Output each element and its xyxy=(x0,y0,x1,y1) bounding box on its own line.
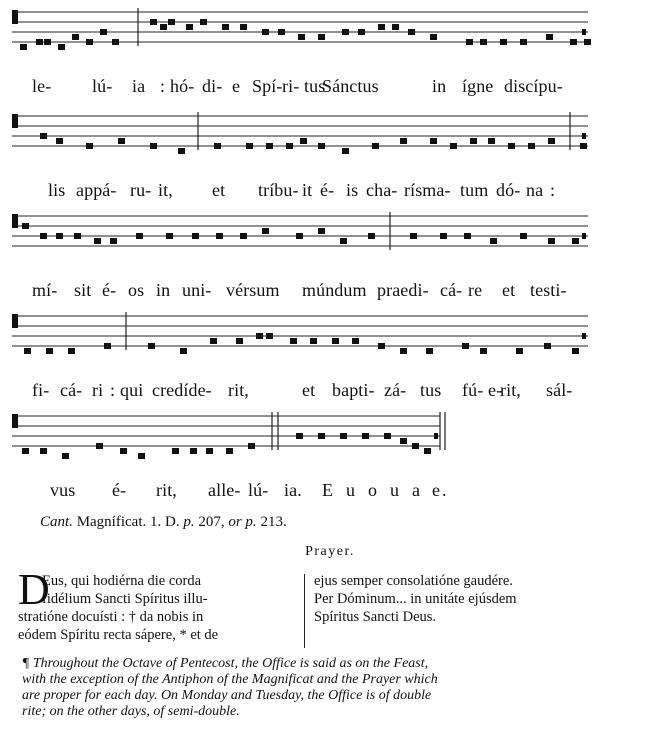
neume xyxy=(166,233,173,239)
neume xyxy=(236,338,243,344)
neume xyxy=(240,24,247,30)
lyric-syllable: E xyxy=(322,480,335,500)
neume xyxy=(440,233,447,239)
staff-2 xyxy=(0,104,660,174)
cant-page: 207, xyxy=(198,514,225,530)
neume xyxy=(168,19,175,25)
neume xyxy=(570,39,577,45)
neume xyxy=(110,238,117,244)
lyric-syllable: fi- xyxy=(32,380,50,400)
lyric-syllable: ia xyxy=(132,76,146,96)
lyric-syllable: rit, xyxy=(228,380,249,400)
neume xyxy=(342,148,349,154)
prayer-heading: Prayer. xyxy=(305,544,355,559)
lyric-syllable: et xyxy=(212,180,226,200)
neume xyxy=(180,348,187,354)
lyric-syllable: rit, xyxy=(156,480,177,500)
neume xyxy=(480,348,487,354)
neume xyxy=(318,143,325,149)
lyric-syllable: testi- xyxy=(530,280,567,300)
lyric-syllable: sit xyxy=(74,280,92,300)
lyric-syllable: vus xyxy=(50,480,76,500)
prayer-right-line: Spíritus Sancti Deus. xyxy=(314,609,437,625)
rubric-line: rite; on the other days, of semi-double. xyxy=(22,704,240,719)
lyric-syllable: is xyxy=(346,180,359,200)
neume xyxy=(206,448,213,454)
lyric-syllable: vérsum xyxy=(226,280,280,300)
neume xyxy=(318,34,325,40)
neume xyxy=(40,448,47,454)
prayer-left-line: eódem Spíritu recta sápere, * et de xyxy=(18,627,219,643)
neume xyxy=(544,343,551,349)
prayer-right-line: ejus semper consolatióne gaudére. xyxy=(314,573,513,589)
neume xyxy=(412,443,419,449)
neume xyxy=(372,143,379,149)
neume xyxy=(584,39,591,45)
neume xyxy=(470,138,477,144)
drop-cap: D xyxy=(18,565,50,614)
lyric-syllable: rísma- xyxy=(404,180,451,200)
lyric-syllable: et xyxy=(502,280,516,300)
lyric-syllable: : xyxy=(550,180,556,200)
prayer-text xyxy=(18,565,638,662)
lyric-syllable: discípu- xyxy=(504,76,563,96)
neume xyxy=(138,453,145,459)
lyric-syllable: it xyxy=(302,180,313,200)
neume xyxy=(296,433,303,439)
neume xyxy=(300,138,307,144)
lyric-syllable: lú- xyxy=(92,76,113,96)
lyric-syllable: hó- xyxy=(170,76,195,96)
neume xyxy=(430,34,437,40)
prayer-right-line: Per Dóminum... in unitáte ejúsdem xyxy=(314,591,517,607)
rubric-note xyxy=(22,656,642,720)
staff-3 xyxy=(0,208,660,272)
neume xyxy=(462,343,469,349)
neume xyxy=(214,143,221,149)
lyric-syllable: é- xyxy=(112,480,127,500)
neume xyxy=(74,233,81,239)
lyric-syllable: di- xyxy=(202,76,223,96)
lyric-syllable: é- xyxy=(102,280,117,300)
lyric-syllable: ri- xyxy=(282,76,300,96)
neume xyxy=(36,39,43,45)
lyric-syllable: rit, xyxy=(500,380,521,400)
lyric-syllable: lú- xyxy=(248,480,269,500)
lyric-syllable: : xyxy=(160,76,166,96)
lyric-syllable: cha- xyxy=(366,180,398,200)
neume xyxy=(378,24,385,30)
custos xyxy=(434,433,438,439)
cant-alt-page: 213. xyxy=(260,514,287,530)
neume xyxy=(410,233,417,239)
custos xyxy=(582,233,586,239)
prayer-left-line: Eus, qui hodiérna die corda xyxy=(42,573,202,589)
neume xyxy=(296,233,303,239)
lyric-syllable: ia. xyxy=(284,480,302,500)
custos xyxy=(582,333,586,339)
rubric-line: ¶ Throughout the Octave of Pentecost, the Office is said as on the Feast, xyxy=(22,656,429,671)
neume xyxy=(340,238,347,244)
neume xyxy=(548,138,555,144)
custos xyxy=(582,133,586,139)
neume xyxy=(528,143,535,149)
neume xyxy=(572,348,579,354)
neume xyxy=(22,448,29,454)
lyric-syllable: re xyxy=(468,280,483,300)
lyric-syllable: lis xyxy=(48,180,66,200)
neume xyxy=(466,39,473,45)
neume xyxy=(240,233,247,239)
neume xyxy=(20,44,27,50)
lyric-syllable: praedi- xyxy=(377,280,429,300)
lyric-syllable: qui xyxy=(120,380,144,400)
neume xyxy=(118,138,125,144)
neume xyxy=(430,138,437,144)
neume xyxy=(72,34,79,40)
neume xyxy=(400,138,407,144)
neume xyxy=(148,343,155,349)
neume xyxy=(40,233,47,239)
neume xyxy=(24,348,31,354)
neume xyxy=(400,348,407,354)
lyric-syllable: sál- xyxy=(546,380,573,400)
staff-1 xyxy=(0,4,660,68)
neume xyxy=(426,348,433,354)
neume xyxy=(266,333,273,339)
neume xyxy=(408,29,415,35)
lyric-syllable: cá- xyxy=(60,380,83,400)
neume xyxy=(68,348,75,354)
neume xyxy=(368,233,375,239)
neume xyxy=(248,443,255,449)
neume xyxy=(246,143,253,149)
clef-mark xyxy=(12,414,18,428)
neume xyxy=(400,438,407,444)
lyric-syllable: tum xyxy=(460,180,489,200)
custos xyxy=(582,29,586,35)
neume xyxy=(222,24,229,30)
neume xyxy=(464,233,471,239)
clef-mark xyxy=(12,314,18,328)
neume xyxy=(112,39,119,45)
cant-mode: 1. D. xyxy=(150,514,180,530)
neume xyxy=(450,143,457,149)
neume xyxy=(378,343,385,349)
lyric-syllable: e xyxy=(232,76,241,96)
neume xyxy=(40,133,47,139)
neume xyxy=(172,448,179,454)
neume xyxy=(580,143,587,149)
neume xyxy=(488,138,495,144)
lyric-syllable: zá- xyxy=(384,380,407,400)
clef-mark xyxy=(12,10,18,24)
lyric-syllable: ígne xyxy=(462,76,494,96)
neume xyxy=(86,39,93,45)
neume xyxy=(100,29,107,35)
clef-mark xyxy=(12,114,18,128)
neume xyxy=(120,448,127,454)
neume xyxy=(516,348,523,354)
lyric-syllable: múndum xyxy=(302,280,367,300)
neume xyxy=(520,39,527,45)
neume xyxy=(384,433,391,439)
staff-5 xyxy=(0,408,660,474)
neume xyxy=(298,34,305,40)
lyric-syllable: appá- xyxy=(76,180,117,200)
neume xyxy=(256,333,263,339)
neume xyxy=(310,338,317,344)
neume xyxy=(96,443,103,449)
neume xyxy=(150,19,157,25)
lyric-syllable: alle- xyxy=(208,480,241,500)
lyric-syllable: a xyxy=(412,480,422,500)
lyric-syllable: u xyxy=(390,480,401,500)
neume xyxy=(150,143,157,149)
neume xyxy=(56,233,63,239)
lyric-syllable: in xyxy=(432,76,447,96)
neume xyxy=(424,448,431,454)
lyric-syllable: uni- xyxy=(182,280,212,300)
lyric-syllable: e- xyxy=(488,380,503,400)
neume xyxy=(86,143,93,149)
lyric-syllable: os xyxy=(128,280,145,300)
lyric-syllable: tríbu- xyxy=(258,180,299,200)
neume xyxy=(342,29,349,35)
neume xyxy=(200,19,207,25)
cant-page-label: p. xyxy=(183,514,195,530)
rubric-line: are proper for each day. On Monday and Tuesday, the Office is of double xyxy=(22,688,432,703)
neume xyxy=(352,338,359,344)
neume xyxy=(190,448,197,454)
neume xyxy=(266,143,273,149)
canticle-reference xyxy=(40,514,287,531)
neume xyxy=(286,143,293,149)
neume xyxy=(362,433,369,439)
lyric-syllable: o xyxy=(368,480,379,500)
lyric-syllable: dó- xyxy=(496,180,521,200)
neume xyxy=(318,228,325,234)
neume xyxy=(572,238,579,244)
neume xyxy=(56,138,63,144)
neume xyxy=(508,143,515,149)
lyric-syllable: u xyxy=(346,480,357,500)
lyric-syllable: ri xyxy=(92,380,104,400)
neume xyxy=(262,228,269,234)
cant-title: Magníficat. xyxy=(76,514,147,530)
lyric-syllable: it, xyxy=(158,180,173,200)
neume xyxy=(62,453,69,459)
neume xyxy=(262,29,269,35)
neume xyxy=(548,238,555,244)
neume xyxy=(278,29,285,35)
lyric-syllable: tus xyxy=(420,380,442,400)
neume xyxy=(58,44,65,50)
lyric-syllable: fú- xyxy=(462,380,484,400)
neume xyxy=(192,233,199,239)
lyric-syllable: credíde- xyxy=(152,380,212,400)
neume xyxy=(480,39,487,45)
neume xyxy=(358,29,365,35)
neume xyxy=(104,343,111,349)
neume xyxy=(392,24,399,30)
neume xyxy=(46,348,53,354)
lyric-syllable: mí- xyxy=(32,280,58,300)
neume xyxy=(186,24,193,30)
neume xyxy=(210,338,217,344)
staff-4 xyxy=(0,308,660,372)
prayer-left-line: fidélium Sancti Spíritus illu- xyxy=(42,591,208,607)
neume xyxy=(520,233,527,239)
lyric-syllable: bapti- xyxy=(332,380,375,400)
lyric-syllable: tus xyxy=(304,76,326,96)
neume xyxy=(216,233,223,239)
neume xyxy=(500,39,507,45)
column-divider xyxy=(304,574,305,648)
lyric-syllable: na xyxy=(526,180,544,200)
lyric-syllable: et xyxy=(302,380,316,400)
neume xyxy=(22,223,29,229)
neume xyxy=(490,238,497,244)
neume xyxy=(178,148,185,154)
neume xyxy=(340,433,347,439)
lyric-syllable: e. xyxy=(432,480,449,500)
clef-mark xyxy=(12,214,18,228)
cant-or: or p. xyxy=(228,514,257,530)
neume xyxy=(160,24,167,30)
lyric-syllable: Spí- xyxy=(252,76,283,96)
lyric-syllable: Sánctus xyxy=(322,76,379,96)
rubric-line: with the exception of the Antiphon of the Magnificat and the Prayer which xyxy=(22,672,438,687)
neume xyxy=(318,433,325,439)
lyric-syllable: cá- xyxy=(440,280,463,300)
lyric-syllable: in xyxy=(156,280,171,300)
neume xyxy=(226,448,233,454)
neume xyxy=(546,34,553,40)
prayer-left-line: stratióne docuísti : † da nobis in xyxy=(18,609,204,625)
lyric-syllable: é- xyxy=(320,180,335,200)
neume xyxy=(94,238,101,244)
lyric-syllable: : xyxy=(110,380,116,400)
neume xyxy=(136,233,143,239)
neume xyxy=(332,338,339,344)
neume xyxy=(290,338,297,344)
lyric-syllable: le- xyxy=(32,76,52,96)
cant-label: Cant. xyxy=(40,514,73,530)
neume xyxy=(44,39,51,45)
lyric-syllable: ru- xyxy=(130,180,152,200)
